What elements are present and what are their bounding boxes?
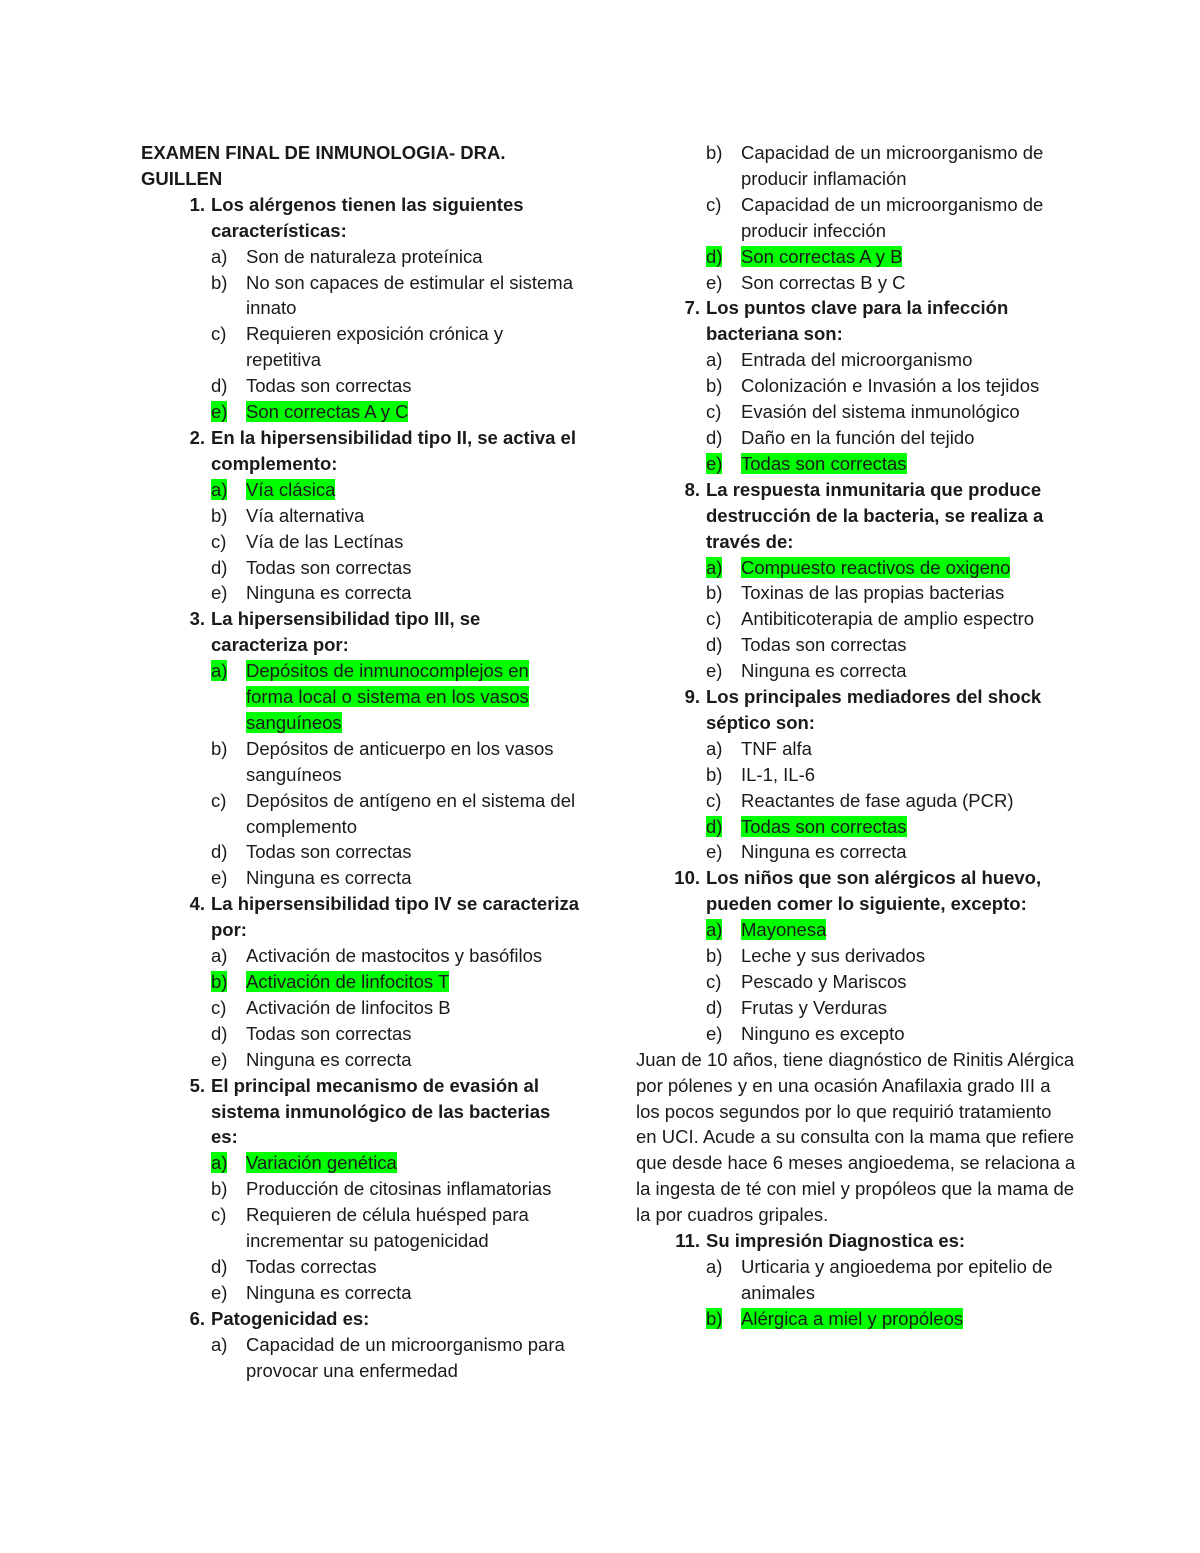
answer-option xyxy=(141,270,581,322)
option-text-wrap xyxy=(741,995,1076,1021)
option-text: Depósitos de antígeno en el sistema del complemento xyxy=(246,789,576,837)
option-text-wrap xyxy=(246,555,581,581)
option-letter xyxy=(141,969,246,995)
question-text: El principal mecanismo de evasión al sistema inmunológico de las bacterias es: xyxy=(211,1074,551,1148)
option-letter xyxy=(141,839,246,865)
correct-option xyxy=(141,477,581,503)
answer-option xyxy=(141,244,581,270)
option-text-wrap xyxy=(246,529,581,555)
option-text: Frutas y Verduras xyxy=(741,996,888,1018)
case-text: Juan de 10 años, tiene diagnóstico de Rinitis Alérgica por pólenes y en una ocasión Anafilaxia grado III a los pocos segundos por lo que requirió tratamiento en UCI. Acude a su consulta con la mama que refiere que desde hace 6 meses angioedema, se relaciona a la ingesta de té con miel y propóleos que la mama de la por cuadros gripales. xyxy=(636,1048,1076,1226)
option-letter xyxy=(141,788,246,840)
answer-option xyxy=(141,995,581,1021)
option-text: Reactantes de fase aguda (PCR) xyxy=(741,789,1014,811)
option-letter xyxy=(141,865,246,891)
option-text: Depósitos de anticuerpo en los vasos sanguíneos xyxy=(246,737,554,785)
question-text: La hipersensibilidad tipo III, se caracteriza por: xyxy=(211,608,481,656)
option-letter-text: b) xyxy=(706,142,723,163)
option-text-wrap xyxy=(741,658,1076,684)
question-number: 3. xyxy=(189,608,205,630)
option-letter xyxy=(636,347,741,373)
option-letter-text: a) xyxy=(211,245,228,267)
answer-option xyxy=(636,943,1076,969)
option-text-wrap xyxy=(741,140,1076,192)
option-text-wrap xyxy=(246,1254,581,1280)
option-text-wrap xyxy=(741,632,1076,658)
option-letter-text: b) xyxy=(211,504,228,526)
answer-option xyxy=(636,632,1076,658)
option-letter-text: c) xyxy=(211,323,227,345)
option-text: Todas correctas xyxy=(246,1255,377,1277)
option-text-wrap xyxy=(246,839,581,865)
option-letter-text: a) xyxy=(211,478,228,500)
answer-option xyxy=(141,1176,581,1202)
option-text-wrap xyxy=(741,969,1076,995)
option-letter xyxy=(636,839,741,865)
option-letter-text: e) xyxy=(706,660,723,682)
option-text: No son capaces de estimular el sistema innato xyxy=(246,271,573,319)
question xyxy=(636,1228,1076,1254)
question xyxy=(141,606,581,658)
option-text-wrap xyxy=(246,373,581,399)
option-text: Ninguna es correcta xyxy=(741,841,907,863)
question-number: 1. xyxy=(189,193,205,215)
option-letter xyxy=(141,321,246,373)
answer-option xyxy=(141,943,581,969)
option-letter xyxy=(141,477,246,503)
option-letter xyxy=(636,814,741,840)
option-letter-text: e) xyxy=(706,271,723,293)
option-letter-text: b) xyxy=(706,582,723,604)
option-text: Urticaria y angioedema por epitelio de animales xyxy=(741,1255,1053,1303)
option-text-wrap xyxy=(246,1202,581,1254)
option-text-wrap xyxy=(741,606,1076,632)
question-text: Los principales mediadores del shock séptico son: xyxy=(706,686,1042,733)
question xyxy=(141,891,581,943)
option-letter-text: b) xyxy=(211,971,228,992)
option-text: TNF alfa xyxy=(741,737,812,759)
option-text-wrap xyxy=(741,244,1076,270)
option-text: Son correctas B y C xyxy=(741,271,906,293)
answer-option xyxy=(636,1021,1076,1047)
option-text: Activación de mastocitos y basófilos xyxy=(246,945,543,967)
option-letter xyxy=(636,451,741,477)
answer-option xyxy=(141,1332,581,1384)
option-letter-text: b) xyxy=(211,737,228,759)
option-text-wrap xyxy=(741,1306,1076,1332)
option-text-wrap xyxy=(741,736,1076,762)
option-text-wrap xyxy=(246,1021,581,1047)
option-text: Todas son correctas xyxy=(246,556,412,578)
option-text-wrap xyxy=(246,1176,581,1202)
question xyxy=(636,477,1076,555)
answer-option xyxy=(141,529,581,555)
option-letter-text: e) xyxy=(211,582,228,604)
option-text-wrap xyxy=(741,399,1076,425)
question-number: 8. xyxy=(684,478,700,500)
question xyxy=(141,1306,581,1332)
option-letter xyxy=(141,270,246,322)
option-text: Ninguna es correcta xyxy=(246,867,412,889)
option-letter xyxy=(636,1306,741,1332)
option-letter-text: a) xyxy=(706,349,723,371)
option-text-wrap xyxy=(246,321,581,373)
option-text: Activación de linfocitos T xyxy=(246,971,450,992)
answer-option xyxy=(636,969,1076,995)
option-text-wrap xyxy=(741,1021,1076,1047)
option-letter xyxy=(141,1176,246,1202)
option-letter xyxy=(636,917,741,943)
option-text: Pescado y Mariscos xyxy=(741,971,907,992)
question-number: 9. xyxy=(684,686,700,708)
correct-option xyxy=(141,1150,581,1176)
option-text-wrap xyxy=(246,477,581,503)
option-letter-text: a) xyxy=(211,660,228,682)
option-letter-text: d) xyxy=(706,815,723,837)
question-text: Su impresión Diagnostica es: xyxy=(706,1230,966,1252)
question xyxy=(141,1073,581,1151)
option-text: Todas son correctas xyxy=(246,841,412,863)
option-text: Depósitos de inmunocomplejos en forma local o sistema en los vasos sanguíneos xyxy=(246,660,529,733)
option-letter-text: c) xyxy=(211,789,227,811)
option-letter-text: a) xyxy=(706,919,723,941)
option-text: Requieren de célula huésped para incrementar su patogenicidad xyxy=(246,1204,529,1252)
option-text-wrap xyxy=(741,373,1076,399)
option-text: Daño en la función del tejido xyxy=(741,426,975,448)
option-text-wrap xyxy=(246,788,581,840)
option-letter xyxy=(636,270,741,296)
option-text: Todas son correctas xyxy=(741,452,907,474)
answer-option xyxy=(636,658,1076,684)
answer-option xyxy=(636,580,1076,606)
option-text-wrap xyxy=(246,658,581,736)
question-text: Los puntos clave para la infección bacteriana son: xyxy=(706,297,1009,345)
option-letter xyxy=(141,529,246,555)
option-text: Son correctas A y B xyxy=(741,245,903,267)
option-text-wrap xyxy=(246,399,581,425)
question-number: 7. xyxy=(684,297,700,319)
answer-option xyxy=(141,1047,581,1073)
option-text: Vía de las Lectínas xyxy=(246,530,404,552)
option-text-wrap xyxy=(246,1280,581,1306)
option-text: Todas son correctas xyxy=(246,1022,412,1044)
option-text-wrap xyxy=(246,1047,581,1073)
option-letter xyxy=(636,580,741,606)
answer-option xyxy=(636,788,1076,814)
option-letter-text: b) xyxy=(706,1307,723,1329)
option-letter xyxy=(141,1021,246,1047)
option-letter-text: a) xyxy=(706,737,723,759)
option-letter xyxy=(141,503,246,529)
option-letter-text: d) xyxy=(706,996,723,1018)
option-letter xyxy=(141,943,246,969)
option-text: Toxinas de las propias bacterias xyxy=(741,582,1005,604)
option-letter xyxy=(141,399,246,425)
answer-option xyxy=(636,270,1076,296)
option-text: Entrada del microorganismo xyxy=(741,349,973,371)
option-text-wrap xyxy=(741,192,1076,244)
option-letter xyxy=(636,658,741,684)
option-letter-text: a) xyxy=(211,945,228,967)
option-letter-text: c) xyxy=(706,789,722,811)
correct-option xyxy=(636,244,1076,270)
option-letter xyxy=(636,995,741,1021)
answer-option xyxy=(636,425,1076,451)
answer-option xyxy=(141,555,581,581)
option-text: Son de naturaleza proteínica xyxy=(246,245,483,267)
option-letter xyxy=(141,658,246,736)
answer-option xyxy=(141,865,581,891)
option-text-wrap xyxy=(741,451,1076,477)
option-text-wrap xyxy=(246,503,581,529)
option-text-wrap xyxy=(741,839,1076,865)
option-text-wrap xyxy=(741,943,1076,969)
option-letter xyxy=(636,399,741,425)
question xyxy=(636,295,1076,347)
option-letter-text: a) xyxy=(706,556,723,578)
option-letter-text: e) xyxy=(706,1022,723,1044)
question-text: Patogenicidad es: xyxy=(211,1307,370,1329)
option-text: Capacidad de un microorganismo para provocar una enfermedad xyxy=(246,1333,565,1381)
answer-option xyxy=(636,1254,1076,1306)
answer-option xyxy=(141,1202,581,1254)
option-text-wrap xyxy=(246,943,581,969)
option-letter xyxy=(636,140,741,192)
question-text: La respuesta inmunitaria que produce destrucción de la bacteria, se realiza a través de: xyxy=(706,478,1044,552)
option-letter-text: b) xyxy=(706,945,723,967)
answer-option xyxy=(141,373,581,399)
correct-option xyxy=(636,1306,1076,1332)
question xyxy=(141,425,581,477)
correct-option xyxy=(141,399,581,425)
option-letter xyxy=(636,555,741,581)
question-text: La hipersensibilidad tipo IV se caracteriza por: xyxy=(211,893,580,941)
question-number: 11. xyxy=(675,1230,700,1252)
question-number: 10. xyxy=(674,867,700,889)
option-text: Son correctas A y C xyxy=(246,401,409,423)
option-letter xyxy=(636,788,741,814)
option-letter-text: d) xyxy=(706,245,723,267)
answer-option xyxy=(636,606,1076,632)
answer-option xyxy=(141,1280,581,1306)
option-text-wrap xyxy=(741,580,1076,606)
option-letter xyxy=(141,1332,246,1384)
option-text-wrap xyxy=(741,425,1076,451)
option-text-wrap xyxy=(246,995,581,1021)
correct-option xyxy=(636,555,1076,581)
option-letter xyxy=(141,1047,246,1073)
correct-option xyxy=(636,917,1076,943)
option-letter xyxy=(636,425,741,451)
option-text: Ninguna es correcta xyxy=(246,582,412,604)
option-letter-text: d) xyxy=(211,841,228,863)
option-letter xyxy=(141,1150,246,1176)
question-text: En la hipersensibilidad tipo II, se activa el complemento: xyxy=(211,426,576,474)
option-letter-text: d) xyxy=(211,556,228,578)
option-text-wrap xyxy=(246,244,581,270)
option-text: Antibiticoterapia de amplio espectro xyxy=(741,608,1035,630)
question-text: Los alérgenos tienen las siguientes características: xyxy=(211,193,524,241)
answer-option xyxy=(636,839,1076,865)
question-text: Los niños que son alérgicos al huevo, pueden comer lo siguiente, excepto: xyxy=(706,867,1042,915)
option-letter-text: c) xyxy=(706,401,722,423)
answer-option xyxy=(141,788,581,840)
option-text-wrap xyxy=(741,270,1076,296)
answer-option xyxy=(636,140,1076,192)
option-letter xyxy=(141,736,246,788)
option-text-wrap xyxy=(246,1332,581,1384)
correct-option xyxy=(141,658,581,736)
option-letter-text: a) xyxy=(211,1333,228,1355)
answer-option xyxy=(141,580,581,606)
answer-option xyxy=(636,192,1076,244)
option-letter-text: a) xyxy=(211,1152,228,1174)
answer-option xyxy=(636,347,1076,373)
option-text: Evasión del sistema inmunológico xyxy=(741,401,1020,423)
option-text-wrap xyxy=(741,762,1076,788)
option-letter-text: c) xyxy=(706,971,722,992)
option-letter-text: e) xyxy=(211,1281,228,1303)
option-letter-text: b) xyxy=(211,271,228,293)
option-text: Capacidad de un microorganismo de producir inflamación xyxy=(741,142,1044,189)
option-letter xyxy=(141,555,246,581)
answer-option xyxy=(141,1021,581,1047)
answer-option xyxy=(636,995,1076,1021)
left-column xyxy=(141,140,581,1384)
option-text-wrap xyxy=(741,1254,1076,1306)
option-letter xyxy=(636,373,741,399)
option-text-wrap xyxy=(246,580,581,606)
option-letter-text: c) xyxy=(211,1204,227,1226)
option-letter xyxy=(141,1202,246,1254)
option-text: Ninguno es excepto xyxy=(741,1022,905,1044)
option-letter-text: c) xyxy=(211,996,227,1018)
option-letter xyxy=(636,1021,741,1047)
right-column xyxy=(636,140,1076,1332)
answer-option xyxy=(636,762,1076,788)
option-letter xyxy=(636,762,741,788)
option-text: IL-1, IL-6 xyxy=(741,763,816,785)
option-letter-text: c) xyxy=(706,608,722,630)
correct-option xyxy=(636,814,1076,840)
correct-option xyxy=(141,969,581,995)
option-text: Mayonesa xyxy=(741,919,827,941)
option-text-wrap xyxy=(246,865,581,891)
answer-option xyxy=(636,399,1076,425)
answer-option xyxy=(141,736,581,788)
option-letter xyxy=(636,943,741,969)
option-text: Colonización e Invasión a los tejidos xyxy=(741,375,1040,397)
answer-option xyxy=(636,373,1076,399)
option-letter xyxy=(636,244,741,270)
question-number: 6. xyxy=(189,1307,205,1329)
option-text: Vía clásica xyxy=(246,478,336,500)
question-number: 4. xyxy=(189,893,205,915)
answer-option xyxy=(141,1254,581,1280)
option-text-wrap xyxy=(741,347,1076,373)
correct-option xyxy=(636,451,1076,477)
question-number: 2. xyxy=(189,426,205,448)
answer-option xyxy=(636,736,1076,762)
option-letter xyxy=(636,736,741,762)
option-letter-text: d) xyxy=(211,1022,228,1044)
option-letter-text: e) xyxy=(706,452,723,474)
answer-option xyxy=(141,503,581,529)
option-letter-text: d) xyxy=(211,375,228,397)
option-text: Producción de citosinas inflamatorias xyxy=(246,1178,552,1200)
option-letter-text: c) xyxy=(211,530,227,552)
option-letter-text: e) xyxy=(706,841,723,863)
option-text-wrap xyxy=(246,969,581,995)
option-text: Ninguna es correcta xyxy=(246,1048,412,1070)
exam-title: EXAMEN FINAL DE INMUNOLOGIA- DRA. GUILLEN xyxy=(141,142,506,189)
option-text-wrap xyxy=(741,814,1076,840)
option-text: Leche y sus derivados xyxy=(741,945,926,967)
option-text-wrap xyxy=(741,788,1076,814)
option-letter-text: d) xyxy=(211,1255,228,1277)
option-letter xyxy=(141,580,246,606)
option-letter xyxy=(141,373,246,399)
option-text: Alérgica a miel y propóleos xyxy=(741,1307,964,1329)
option-text: Capacidad de un microorganismo de producir infección xyxy=(741,193,1044,241)
answer-option xyxy=(141,321,581,373)
option-text-wrap xyxy=(741,917,1076,943)
option-letter-text: e) xyxy=(211,867,228,889)
option-letter xyxy=(636,192,741,244)
option-letter xyxy=(636,969,741,995)
option-text: Todas son correctas xyxy=(741,634,907,656)
option-text: Ninguna es correcta xyxy=(741,660,907,682)
option-letter-text: e) xyxy=(211,1048,228,1070)
option-letter-text: d) xyxy=(706,634,723,656)
option-text-wrap xyxy=(246,1150,581,1176)
option-text-wrap xyxy=(741,555,1076,581)
option-text-wrap xyxy=(246,736,581,788)
option-letter xyxy=(636,1254,741,1306)
option-text: Compuesto reactivos de oxigeno xyxy=(741,556,1011,578)
answer-option xyxy=(141,839,581,865)
option-letter-text: a) xyxy=(706,1255,723,1277)
question-number: 5. xyxy=(189,1074,205,1096)
option-text-wrap xyxy=(246,270,581,322)
option-letter xyxy=(141,1280,246,1306)
question xyxy=(141,192,581,244)
option-letter-text: b) xyxy=(706,763,723,785)
option-letter xyxy=(636,632,741,658)
option-letter xyxy=(141,995,246,1021)
option-letter-text: b) xyxy=(211,1178,228,1200)
option-text: Todas son correctas xyxy=(741,815,907,837)
option-letter-text: e) xyxy=(211,401,228,423)
question xyxy=(636,684,1076,736)
option-letter-text: d) xyxy=(706,426,723,448)
option-text: Activación de linfocitos B xyxy=(246,996,451,1018)
question xyxy=(636,865,1076,917)
option-letter-text: c) xyxy=(706,193,722,215)
option-letter xyxy=(141,244,246,270)
option-letter xyxy=(636,606,741,632)
option-text: Requieren exposición crónica y repetitiva xyxy=(246,323,504,371)
option-letter xyxy=(141,1254,246,1280)
option-text: Variación genética xyxy=(246,1152,397,1174)
option-text: Vía alternativa xyxy=(246,504,365,526)
option-letter-text: b) xyxy=(706,375,723,397)
option-text: Ninguna es correcta xyxy=(246,1281,412,1303)
option-text: Todas son correctas xyxy=(246,375,412,397)
